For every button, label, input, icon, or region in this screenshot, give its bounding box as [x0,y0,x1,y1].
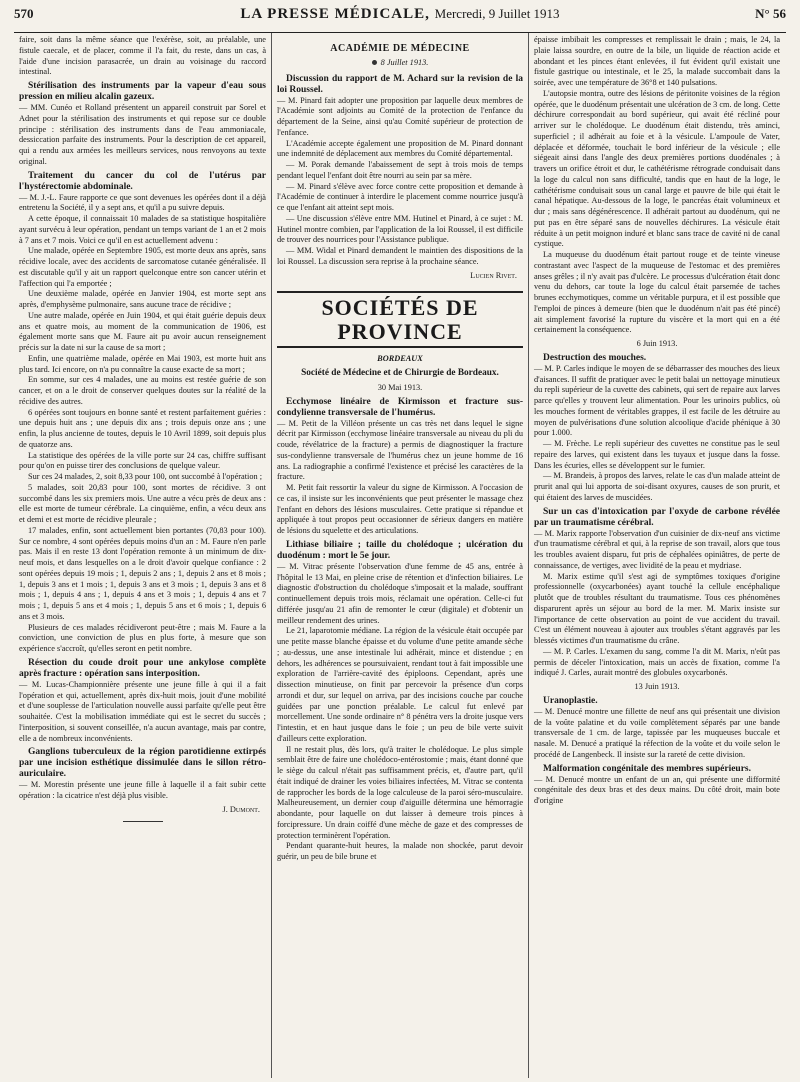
paragraph: La statistique des opérées de la ville porte sur 24 cas, chiffre suffisant pour qu'on en puisse tirer des conclusions de quelque valeur. [19,450,266,471]
society-heading: Société de Médecine et de Chirurgie de Bordeaux. [301,368,499,378]
paragraph: — M. Lucas-Championnière présente une jeune fille à qui il a fait l'opération et qui, actuellement, après dix-huit mois, jouit d'une mobilité et d'une souplesse de l'articulation nouvelle aussi parfaite qu'elle peut être souhaitée. C'est la mobilisation immédiate qui est le secret du succès ; l'interposition, si souvent conseillée, n'a aucun avantage, mais par contre, elle a de nombreux inconvénients. [19,679,266,743]
section-heading: Discussion du rapport de M. Achard sur la revision de la loi Roussel. [277,73,523,95]
section-heading: Traitement du cancer du col de l'utérus par l'hystérectomie abdominale. [19,170,266,192]
section-banner: SOCIÉTÉS DE PROVINCE [277,291,523,348]
page-number: 570 [14,6,34,21]
paragraph: — M. Denucé montre une fillette de neuf ans qui présentait une division de la voûte palatine et du voile complètement séparés par une bande transversale de 1 cm. de large, tapissée par les muqueuses buccale et nasale. M. Denucé a pratiqué la réfection de la voûte et du voile selon le procédé de Langenbeck. Il insiste sur la rareté de cette division. [534,706,780,759]
paragraph: épaisse imbibait les compresses et remplissait le drain ; mais, le 24, la plaie laissa sourdre, en outre de la bile, un liquide de réaction acide et abondant et les pinces étant enlevées, il fut évident qu'il existait une fistule gastrique ou intestinale, et le 25, la malade succombait dans la soirée, avec une température de 36°8 et 140 pulsations. [534,35,780,87]
journal-title [84,6,716,23]
paragraph: — MM. Cunéo et Rolland présentent un appareil construit par Sorel et Adnet pour la stérilisation des instruments et qui repose sur ce double principe : stérilisation des instruments dans de l'eau ammoniacale, dessiccation parfaite des instruments. Pour la description de cet appareil, qui a rendu aux armées les meilleurs services, nous renvoyons au texte original. [19,103,266,166]
paragraph: — M. Vitrac présente l'observation d'une femme de 45 ans, entrée à l'hôpital le 13 Mai, en pleine crise de rétention et d'infection biliaires. Le diagnostic d'obstruction du cholédoque s'imposait et la malade, souffrant continuellement depuis trois mois, réclamait une opération. Celle-ci fut différée jusqu'au 21 afin de remonter le cœur (digitale) et d'obtenir un meilleur rendement des urines. [277,561,523,625]
paragraph: Plusieurs de ces malades récidiveront peut-être ; mais M. Faure a la conviction, une conviction de plus en plus forte, à mesure que son expérience s'accroît, qu'elles seront en petit nombre. [19,622,266,653]
section-heading: Malformation congénitale des membres supérieurs. [543,763,752,774]
session-date: 30 Mai 1913. [377,382,423,392]
section-heading: Sur un cas d'intoxication par l'oxyde de carbone révélée par un traumatisme cérébral. [534,506,780,528]
paragraph: — M. P. Carles. L'examen du sang, comme l'a dit M. Marix, n'eût pas permis de déceler l'intoxication, mais un accès de fixation, comme l'a indiqué J. Carles, aurait montré des globules oxycarbonés. [534,646,780,678]
page-header [14,6,786,33]
paragraph: L'autopsie montra, outre des lésions de péritonite voisines de la région opérée, que le duodénum présentait une ulcération de 3 cm. de long. Cette déchirure correspondait au bord supérieur, qui avait été récliné pour arriver sur le cholédoque. Le duodénum était distendu, très aminci, superficiel ; il adhérait au foie et à la vésicule. L'ampoule de Vater, déplacée et déformée, touchait le bord inférieur de la vésicule ; elle siégeait ainsi dans l'angle des deux premières portions duodénales ; à travers un orifice étroit et dur, le cathétérisme rétrograde conduisait dans la loge du calcul non sans difficulté, tandis que en haut de la loge, le cathétérisme conduisait sous un canal large et pauvre de bile qui était le canal hépatique. Au-dessous de la loge, le pancréas était volumineux et dur ; mais sans dégénérescence. Il adhérait partout au duodénum, qui ne put pas en être séparé sans de nouvelles déchirures. La vésicule était réduite à un petit moignon induré et blanc sans trace de cavité ni de canal cystique. [534,88,780,249]
paragraph: Pendant quarante-huit heures, la malade non shockée, parut devoir guérir, un peu de bile brune et [277,841,523,861]
paragraph: Il ne restait plus, dès lors, qu'à traiter le cholédoque. Le plus simple semblait être de faire une cholédoco-entérostomie ; mais, étant donné que le siège du calcul n'était pas suffisamment précis, et, d'autre part, qu'il était indiqué de drainer les voies biliaires infectées, M. Vitrac se contenta de rapprocher les bords de la loge calculeuse de la paroi séro-musculaire. Malheureusement, un dernier coup d'aiguille détermina une hémorragie abondante, pour laquelle on dut laisser à demeure trois pinces à forcipressure. Un drain coiffé d'une mèche de gaze et des compresses de protection terminèrent l'opération. [277,744,523,840]
paragraph: faire, soit dans la même séance que l'exérèse, soit, au préalable, une fistule caecale, et de placer, comme il l'a fait, du reste, dans un cas, à l'aide d'une incision parasacrée, un drain au voisinage du raccord intestinal. [19,35,266,77]
paragraph: Sur ces 24 malades, 2, soit 8,33 pour 100, ont succombé à l'opération ; [28,472,262,481]
divider [123,821,163,822]
paragraph: — M. Brandeis, à propos des larves, relate le cas d'un malade atteint de prurit anal qui lui apporta de soi-disant oxyures, causes de son prurit, et qui étaient des larves de muscidées. [534,471,780,502]
author-signature: J. Dumont. [222,804,260,814]
section-heading: Résection du coude droit pour une ankylose complète après fracture : opération sans interposition. [19,657,266,679]
paragraph: — M. P. Carles indique le moyen de se débarrasser des mouches des lieux d'aisances. Il suffit de pratiquer avec le petit balai un nettoyage minutieux du repli supérieur de la cuvette des cabinets, qui sert de repaire aux larves parce qu'elles y trouvent leur alimentation. Pour les urinoirs publics, où les mouches forment de véritables grappes, il est facile de les détruire au moyen de pulvérisations d'une solution alcoolique d'acide phénique à 30 pour 1.000. [534,363,780,438]
paragraph: — M. Frèche. Le repli supérieur des cuvettes ne constitue pas le seul repaire des larves, qui existent dans les tuyaux et jusque dans la fosse. Dans les écuries, elles se développent sur le fumier. [534,439,780,470]
paragraph: — M. Denucé montre un enfant de un an, qui présente une difformité congénitale des deux bras et des deux mains. Du côté droit, main bote d'origine [534,774,780,805]
paragraph: 5 malades, soit 20,83 pour 100, sont mortes de récidive. 3 ont succombé dans les six premiers mois. Une autre a vécu près de deux ans : elle est morte de tumeur cérébrale. La cinquième, enfin, a vécu deux ans et demi et est morte de récidive pleurale ; [19,482,266,524]
paragraph: — Une discussion s'élève entre MM. Hutinel et Pinard, à ce sujet : M. Hutinel montre combien, par l'application de la loi Roussel, il est difficile de trouver des nourrices pour l'Assistance publique. [277,213,523,245]
session-date [277,58,523,69]
paragraph: Le 21, laparotomie médiane. La région de la vésicule était occupée par une petite masse blanche épaisse et du volume d'une petite amande sèche ; au-dessus, une anse intestinale lui adhérait, mince et distendue ; en dehors, les adhérences se poursuivaient, rendant tout à fait impossible une exploration de l'arrière-cavité des épiploons. Cependant, après une dissection minutieuse, on finit par percevoir la présence d'un corps arrondi et dur, sur lequel on arriva, par des incisions couche par couche guidées par une ponction préalable. Le calcul fut enlevé par morcellement. Une sonde ordinaire n° 8 pénétra vers la droite jusque vers l'intestin, et en haut jusque dans le foie ; un peu de bile verte suivit d'ailleurs cette exploration. [277,626,523,743]
paragraph: Enfin, une quatrième malade, opérée en Mai 1903, est morte huit ans plus tard. Ici encore, on n'a pu connaître la cause exacte de sa mort ; [19,353,266,374]
columns [14,33,786,1078]
section-title: ACADÉMIE DE MÉDECINE [330,43,470,54]
paragraph: Une deuxième malade, opérée en Janvier 1904, est morte sept ans après, d'emphysème pulmonaire, sans aucune trace de récidive ; [19,289,266,309]
section-heading: Destruction des mouches. [543,352,647,363]
paragraph: La muqueuse du duodénum était partout rouge et de teinte vineuse contrastant avec l'aspect de la muqueuse de l'estomac et des premières anses grêles ; il n'y avait pas d'ulcère. Le processus d'ulcération était donc venu du dehors, car toute la loge du calcul était parsemée de taches brunes ecchymotiques, comme un véritable purpura, et il est possible que l'emploi de pinces à demeure (bien que le duodénum n'ait pas été pincé) ait simplement favorisé la rupture du viscère et la mort qui en a été certainement la conséquence. [534,250,780,335]
paragraph: — M. Petit de la Villéon présente un cas très net dans lequel le signe décrit par Kirmisson (ecchymose linéaire transversale au niveau du pli du coude, révélatrice de la fracture) a permis de diagnostiquer la fracture sus-condylienne transversale de l'humérus chez un jeune homme de 16 ans. La radiographie a confirmé l'existence et précisé les caractères de la fracture. [277,418,523,482]
column-1 [14,33,271,1078]
paragraph: A cette époque, il connaissait 10 malades de sa statistique hospitalière ayant survécu à leur opération, pendant un temps variant de 1 an et 2 mois à 7 ans et 7 mois. Voici ce qu'il en est actuellement advenu : [19,214,266,245]
paragraph: — M. Marix rapporte l'observation d'un cuisinier de dix-neuf ans victime d'un traumatisme cérébral et qui, à la reprise de son travail, alors que tous les troubles avaient disparu, fut pris de céphalées opiniâtres, de perte de connaissance, de vertiges, avec lividité de la peau et mydriase. [534,528,780,570]
paragraph: — M. Porak demande l'abaissement de sept à trois mois de temps pendant lequel l'enfant doit être nourri au sein par sa mère. [277,160,523,180]
paragraph: Une autre malade, opérée en Juin 1904, et qui était guérie depuis deux ans et quatre mois, au moment de la communication de 1906, est également morte sans que M. Faure ait pu avoir aucun renseignement précis sur la date ni sur la cause de sa mort ; [19,310,266,352]
paragraph: M. Marix estime qu'il s'est agi de symptômes toxiques d'origine professionnelle (oxycarbonées) ayant touché la cellule encéphalique plutôt que de troubles résultant du traumatisme. Tous ces phénomènes disparurent après un séjour au bord de la mer. M. Marix insiste sur l'importance de cette observation au point de vue accident du travail. C'est un élément nouveau à ajouter aux troubles s'étant aggravés par les blessés victimes d'un traumatisme du crâne. [534,571,780,645]
paragraph: M. Petit fait ressortir la valeur du signe de Kirmisson. A l'occasion de ce cas, il insiste sur les inconvénients que peut présenter le massage chez l'enfant en dehors des lésions musculaires. Cette pratique si répandue et appliquée à tout propos peut occasionner de sérieux dangers en matière de lésions du squelette et des articulations. [277,483,523,535]
session-date: 6 Juin 1913. [636,339,678,348]
issue-number: N° 56 [755,6,786,21]
session-date: 13 Juin 1913. [634,682,680,691]
paragraph: — M. J.-L. Faure rapporte ce que sont devenues les opérées dont il a déjà entretenu la Société, il y a sept ans, et qu'il a pu suivre depuis. [19,192,266,213]
city-heading: BORDEAUX [377,354,423,364]
bullet-icon [372,60,377,65]
paragraph: 17 malades, enfin, sont actuellement bien portantes (70,83 pour 100). Sur ce nombre, 4 sont opérées depuis moins d'un an : M. Faure n'en parle pas. Mais il en reste 13 dont l'opération remonte à un minimum de dix-neuf mois, et dans lesquelles on a le droit d'avoir quelque confiance : 2 sont opérées depuis 19 mois ; 1, depuis 2 ans ; 1, depuis 2 ans et 8 mois ; 1, depuis 3 ans et 1 mois ; 1, depuis 3 ans et 3 mois ; 1, depuis 3 ans et 8 mois ; 1, depuis 4 ans ; 1, depuis 4 ans et 3 mois ; 1, depuis 4 ans et 7 mois ; 1, depuis 5 ans et 4 mois ; 1, depuis 5 ans et 6 mois ; 1, depuis 6 ans et 3 mois. [19,525,266,621]
section-heading: Lithiase biliaire ; taille du cholédoque ; ulcération du duodénum : mort le 5e jour. [277,539,523,561]
column-3 [528,33,785,1078]
paragraph: L'Académie accepte également une proposition de M. Pinard donnant une indemnité de déplacement aux membres du Comité départemental. [277,138,523,159]
section-heading: Ganglions tuberculeux de la région parotidienne extirpés par une incision esthétique dissimulée dans le sillon rétro-auriculaire. [19,747,266,780]
paragraph: — M. Morestin présente une jeune fille à laquelle il a fait subir cette opération : la cicatrice n'est déjà plus visible. [19,780,266,800]
author-signature: Lucien Rivet. [470,270,517,280]
journal-title-text: LA PRESSE MÉDICALE, [240,6,430,22]
column-2 [271,33,528,1078]
paragraph: — MM. Widal et Pinard demandent le maintien des dispositions de la loi Roussel. La discussion sera reprise à la prochaine séance. [277,246,523,266]
issue-date: Mercredi, 9 Juillet 1913 [434,6,560,21]
paragraph: En somme, sur ces 4 malades, une au moins est restée guérie de son cancer, et on a le droit de conserver quelques doutes sur la réalité de la récidive des autres. [19,375,266,406]
paragraph: 6 opérées sont toujours en bonne santé et restent parfaitement guéries : une depuis huit ans ; une depuis dix ans ; trois depuis onze ans ; une enfin, la plus ancienne de toutes, depuis le 10 Avril 1899, soit depuis plus de quatorze ans. [19,407,266,449]
section-heading: Ecchymose linéaire de Kirmisson et fracture sus-condylienne transversale de l'humérus. [277,396,523,418]
section-heading: Uranoplastie. [543,695,598,706]
paragraph: — M. Pinard fait adopter une proposition par laquelle deux membres de l'Académie sont adjoints au Comité de la protection de l'enfance du département de la Seine, ainsi qu'au Comité supérieur de protection de l'enfance. [277,95,523,137]
paragraph: — M. Pinard s'élève avec force contre cette proposition et demande à l'Académie de continuer à interdire le placement comme nourrice jusqu'à ce que l'enfant ait atteint sept mois. [277,181,523,212]
section-heading: Stérilisation des instruments par la vapeur d'eau sous pression en milieu alcalin gazeux. [19,81,266,102]
session-date-text: 8 Juillet 1913. [380,57,429,67]
paragraph: Une malade, opérée en Septembre 1905, est morte deux ans après, sans récidive locale, avec des accidents de sarcomatose cutanée généralisée. Il est discutable qu'il y ait un rapport quelconque entre son cancer utérin et l'affection qui l'a emportée ; [19,246,266,288]
